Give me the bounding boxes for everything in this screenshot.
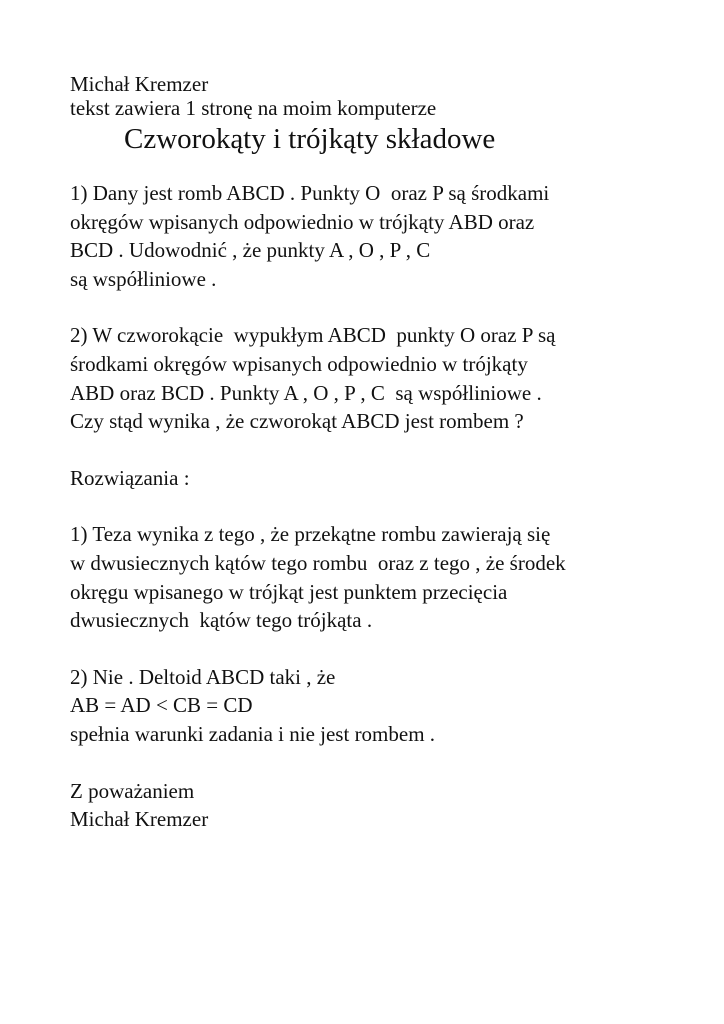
solution-2-line: AB = AD < CB = CD [70, 693, 253, 718]
problem-2 [70, 321, 710, 435]
problem-1-line: BCD . Udowodnić , że punkty A , O , P , C [70, 238, 431, 263]
closing-greeting: Z poważaniem [70, 778, 195, 803]
solution-1-line: w dwusiecznych kątów tego rombu oraz z tego , że środek [70, 550, 566, 575]
author-line: Michał Kremzer [70, 72, 209, 96]
solution-2-line: spełnia warunki zadania i nie jest rombem . [70, 721, 436, 746]
problem-1-line: 1) Dany jest romb ABCD . Punkty O oraz P są środkami [70, 181, 550, 205]
problem-2-line: ABD oraz BCD . Punkty A , O , P , C są współliniowe . [70, 380, 542, 405]
problem-1 [70, 179, 710, 293]
solution-1-line: dwusiecznych kątów tego trójkąta . [70, 608, 373, 633]
solution-1 [70, 520, 710, 634]
problem-2-line: 2) W czworokącie wypukłym ABCD punkty O oraz P są [70, 323, 556, 348]
closing-signature: Michał Kremzer [70, 807, 209, 832]
solutions-heading: Rozwiązania : [70, 465, 190, 490]
solutions-heading-block [70, 464, 710, 493]
note-line: tekst zawiera 1 stronę na moim komputerze [70, 96, 437, 120]
solution-1-line: okręgu wpisanego w trójkąt jest punktem przecięcia [70, 579, 508, 604]
solution-2 [70, 663, 710, 749]
problem-1-line: są współliniowe . [70, 266, 217, 291]
problem-1-line: okręgów wpisanych odpowiednio w trójkąty ABD oraz [70, 209, 535, 234]
problem-2-line: Czy stąd wynika , że czworokąt ABCD jest rombem ? [70, 409, 524, 434]
document-title: Czworokąty i trójkąty składowe [124, 123, 496, 155]
document-page [70, 72, 710, 834]
solution-2-line: 2) Nie . Deltoid ABCD taki , że [70, 664, 336, 689]
problem-2-line: środkami okręgów wpisanych odpowiednio w trójkąty [70, 351, 528, 376]
closing-block [70, 777, 710, 834]
solution-1-line: 1) Teza wynika z tego , że przekątne rombu zawierają się [70, 522, 551, 547]
